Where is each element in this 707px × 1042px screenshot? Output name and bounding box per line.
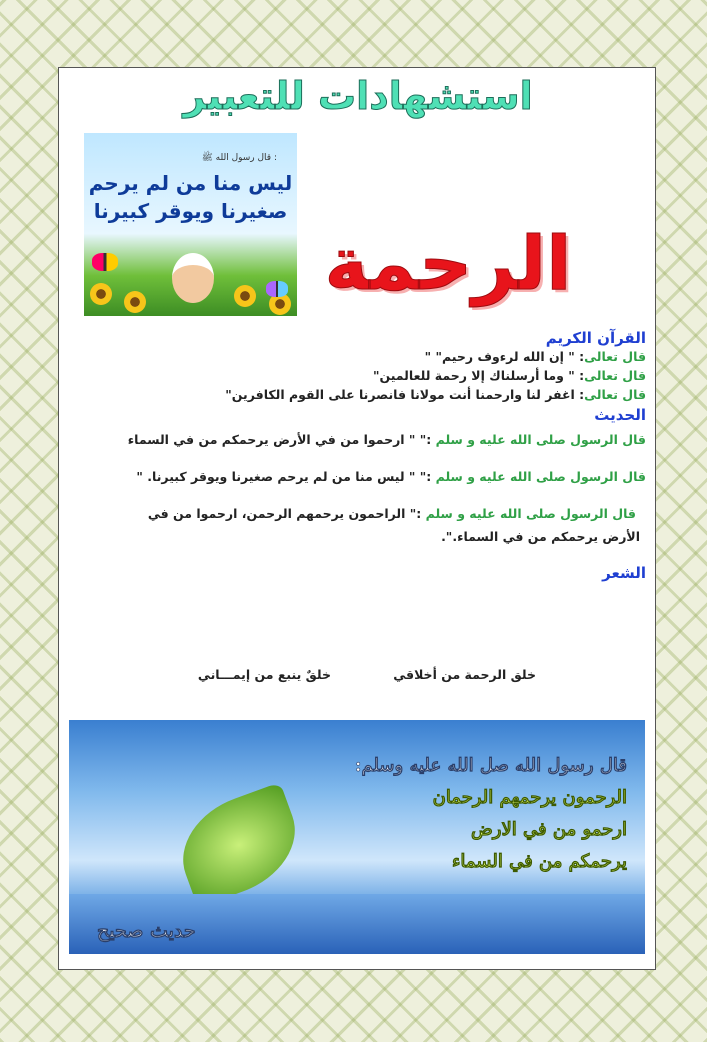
- hadith-item: [58, 432, 646, 447]
- hadith-item-continued: الأرض يرحمكم من في السماء.".: [441, 529, 640, 544]
- hadith-label: قال الرسول صلى الله عليه و سلم: [435, 469, 646, 484]
- document-content: [58, 67, 656, 970]
- sunflower-icon: [234, 285, 256, 307]
- hadith-text: :" الراحمون يرحمهم الرحمن، ارحموا من في: [147, 506, 426, 521]
- quran-verse: [58, 347, 646, 366]
- sunflower-icon: [90, 283, 112, 305]
- verse-text: : اغفر لنا وارحمنا أنت مولانا فانصرنا على القوم الكافرين": [225, 387, 585, 402]
- sunflower-icon: [124, 291, 146, 313]
- hadith-image-card: [84, 133, 297, 316]
- text-body: [58, 329, 646, 582]
- butterfly-icon: [266, 281, 288, 297]
- hadith-label: قال الرسول صلى الله عليه و سلم: [435, 432, 646, 447]
- hadith-banner-text: [355, 750, 627, 878]
- hadith-banner-line-4: يرحمكم من في السماء: [451, 851, 627, 872]
- hadith-heading: الحديث: [594, 406, 646, 424]
- verse-label: قال تعالى: [584, 349, 646, 364]
- poem-hemistich-1: خلق الرحمة من أخلاقي: [393, 667, 536, 682]
- quran-verse: [58, 366, 646, 385]
- hadith-image-text: [84, 151, 297, 223]
- hadith-banner-line-1: قال رسول الله صل الله عليه وسلم:: [354, 755, 627, 776]
- hadith-text: :" " ليس منا من لم يرحم صغيرنا ويوقر كبيرنا. ": [136, 469, 436, 484]
- verse-label: قال تعالى: [584, 387, 646, 402]
- child-avatar-icon: [172, 253, 214, 303]
- hadith-banner-line-3: ارحمو من في الارض: [471, 819, 627, 840]
- verse-text: : " إن الله لرءوف رحيم" ": [424, 349, 585, 364]
- hadith-text: :" " ارحموا من في الأرض يرحمكم من في السماء: [127, 432, 436, 447]
- hadith-banner-line-2: الرحمون يرحمهم الرحمان: [432, 787, 627, 808]
- page-banner: استشهادات للتعبير: [183, 74, 533, 118]
- poetry-heading: الشعر: [602, 564, 646, 582]
- butterfly-icon: [92, 253, 118, 271]
- hadith-item: [58, 469, 646, 484]
- page-title: الرحمة: [324, 221, 572, 307]
- hadith-banner-image: [69, 720, 645, 954]
- hadith-image-label: قال رسول الله ﷺ :: [201, 153, 277, 163]
- hadith-label: قال الرسول صلى الله عليه و سلم: [425, 506, 636, 521]
- verse-text: : " وما أرسلناك إلا رحمة للعالمين": [372, 368, 585, 383]
- hadith-image-line-2: صغيرنا ويوقر كبيرنا: [93, 199, 288, 223]
- quran-verse: [58, 385, 646, 404]
- hadith-item: [58, 506, 646, 521]
- leaf-icon: [167, 782, 311, 908]
- poem-hemistich-2: خلقٌ ينبع من إيمـــاني: [197, 667, 331, 682]
- hadith-image-line-1: ليس منا من لم يرحم: [88, 171, 293, 195]
- hadith-banner-footer: حديث صحيح: [97, 920, 196, 942]
- quran-heading: القرآن الكريم: [545, 329, 646, 347]
- verse-label: قال تعالى: [584, 368, 646, 383]
